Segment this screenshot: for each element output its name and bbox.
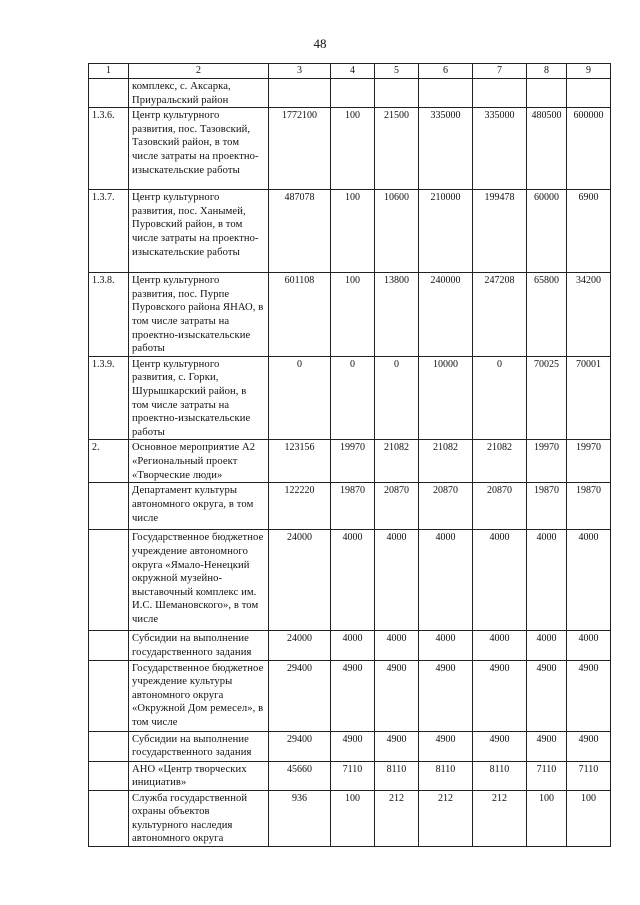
table-row — [89, 761, 611, 790]
value-cell: 247208 — [473, 273, 527, 357]
row-index: 1.3.8. — [89, 273, 129, 357]
value-cell: 4900 — [419, 660, 473, 731]
value-cell: 335000 — [473, 108, 527, 190]
value-cell: 65800 — [527, 273, 567, 357]
table-row — [89, 440, 611, 483]
value-cell: 34200 — [567, 273, 611, 357]
table-row — [89, 790, 611, 846]
column-header: 7 — [473, 64, 527, 79]
row-name: АНО «Центр творческих инициатив» — [129, 761, 269, 790]
value-cell: 4900 — [375, 660, 419, 731]
value-cell: 6900 — [567, 190, 611, 273]
table-row — [89, 273, 611, 357]
row-name: Государственное бюджетное учреждение автономного округа «Ямало-Ненецкий окружной музейно-выставочный комплекс им. И.С. Шемановского», в том числе — [129, 530, 269, 631]
row-name: Департамент культуры автономного округа, в том числе — [129, 483, 269, 530]
value-cell: 29400 — [269, 731, 331, 761]
value-cell: 19970 — [567, 440, 611, 483]
column-header: 1 — [89, 64, 129, 79]
row-name: Центр культурного развития, пос. Пурпе Пуровского района ЯНАО, в том числе затраты на проектно-изыскательские работы — [129, 273, 269, 357]
value-cell: 4000 — [473, 631, 527, 660]
value-cell: 212 — [375, 790, 419, 846]
value-cell: 13800 — [375, 273, 419, 357]
value-cell: 29400 — [269, 660, 331, 731]
value-cell: 20870 — [473, 483, 527, 530]
value-cell — [567, 79, 611, 108]
row-index — [89, 660, 129, 731]
row-index — [89, 631, 129, 660]
value-cell: 45660 — [269, 761, 331, 790]
value-cell: 123156 — [269, 440, 331, 483]
column-header: 3 — [269, 64, 331, 79]
row-index: 1.3.7. — [89, 190, 129, 273]
value-cell: 0 — [269, 356, 331, 440]
column-header: 2 — [129, 64, 269, 79]
value-cell: 4900 — [527, 660, 567, 731]
value-cell: 100 — [527, 790, 567, 846]
value-cell: 4000 — [375, 530, 419, 631]
value-cell: 4000 — [331, 631, 375, 660]
column-header: 6 — [419, 64, 473, 79]
value-cell: 601108 — [269, 273, 331, 357]
value-cell: 4900 — [331, 660, 375, 731]
value-cell: 210000 — [419, 190, 473, 273]
value-cell: 4000 — [375, 631, 419, 660]
value-cell: 19870 — [567, 483, 611, 530]
value-cell — [419, 79, 473, 108]
value-cell: 4900 — [419, 731, 473, 761]
value-cell: 4000 — [331, 530, 375, 631]
value-cell: 7110 — [331, 761, 375, 790]
value-cell: 8110 — [375, 761, 419, 790]
column-header: 8 — [527, 64, 567, 79]
value-cell: 0 — [331, 356, 375, 440]
column-header: 9 — [567, 64, 611, 79]
value-cell: 4900 — [473, 731, 527, 761]
table-row — [89, 190, 611, 273]
table-row — [89, 356, 611, 440]
value-cell: 4900 — [567, 731, 611, 761]
table-row — [89, 483, 611, 530]
column-header: 5 — [375, 64, 419, 79]
row-name: Субсидии на выполнение государственного задания — [129, 631, 269, 660]
value-cell: 4000 — [527, 530, 567, 631]
value-cell: 480500 — [527, 108, 567, 190]
value-cell: 8110 — [473, 761, 527, 790]
value-cell: 60000 — [527, 190, 567, 273]
value-cell: 19970 — [331, 440, 375, 483]
value-cell: 199478 — [473, 190, 527, 273]
value-cell: 4000 — [419, 631, 473, 660]
value-cell — [375, 79, 419, 108]
table-header-row — [89, 64, 611, 79]
table-row — [89, 79, 611, 108]
row-name: Субсидии на выполнение государственного задания — [129, 731, 269, 761]
table-body — [89, 64, 611, 847]
value-cell: 212 — [419, 790, 473, 846]
value-cell: 10600 — [375, 190, 419, 273]
value-cell: 21082 — [419, 440, 473, 483]
value-cell: 600000 — [567, 108, 611, 190]
value-cell: 8110 — [419, 761, 473, 790]
row-index — [89, 530, 129, 631]
value-cell: 4000 — [419, 530, 473, 631]
row-name: Центр культурного развития, с. Горки, Шурышкарский район, в том числе затраты на проектно-изыскательские работы — [129, 356, 269, 440]
value-cell: 7110 — [527, 761, 567, 790]
value-cell: 19870 — [527, 483, 567, 530]
table-row — [89, 530, 611, 631]
value-cell: 21082 — [375, 440, 419, 483]
value-cell: 10000 — [419, 356, 473, 440]
value-cell: 4900 — [527, 731, 567, 761]
table-row — [89, 108, 611, 190]
value-cell: 70001 — [567, 356, 611, 440]
value-cell: 487078 — [269, 190, 331, 273]
value-cell: 20870 — [375, 483, 419, 530]
value-cell: 936 — [269, 790, 331, 846]
table-row — [89, 731, 611, 761]
value-cell: 100 — [331, 790, 375, 846]
value-cell: 70025 — [527, 356, 567, 440]
row-name: комплекс, с. Аксарка, Приуральский район — [129, 79, 269, 108]
row-index: 1.3.6. — [89, 108, 129, 190]
row-index — [89, 79, 129, 108]
value-cell: 4000 — [567, 631, 611, 660]
page-number: 48 — [313, 36, 327, 51]
value-cell: 4900 — [331, 731, 375, 761]
budget-table — [88, 63, 611, 847]
value-cell: 240000 — [419, 273, 473, 357]
value-cell — [473, 79, 527, 108]
value-cell — [527, 79, 567, 108]
row-index — [89, 761, 129, 790]
row-name: Центр культурного развития, пос. Тазовский, Тазовский район, в том числе затраты на проектно-изыскательские работы — [129, 108, 269, 190]
value-cell: 4900 — [375, 731, 419, 761]
value-cell: 21082 — [473, 440, 527, 483]
value-cell: 122220 — [269, 483, 331, 530]
value-cell: 20870 — [419, 483, 473, 530]
row-index — [89, 790, 129, 846]
value-cell: 19870 — [331, 483, 375, 530]
row-index: 2. — [89, 440, 129, 483]
value-cell — [331, 79, 375, 108]
value-cell: 100 — [331, 273, 375, 357]
value-cell: 100 — [331, 108, 375, 190]
table-row — [89, 631, 611, 660]
value-cell: 1772100 — [269, 108, 331, 190]
value-cell: 0 — [473, 356, 527, 440]
value-cell: 4900 — [473, 660, 527, 731]
value-cell: 100 — [567, 790, 611, 846]
table-row — [89, 660, 611, 731]
row-name: Государственное бюджетное учреждение культуры автономного округа «Окружной Дом ремесел», в том числе — [129, 660, 269, 731]
value-cell: 7110 — [567, 761, 611, 790]
value-cell: 212 — [473, 790, 527, 846]
value-cell: 0 — [375, 356, 419, 440]
row-index: 1.3.9. — [89, 356, 129, 440]
row-name: Служба государственной охраны объектов культурного наследия автономного округа — [129, 790, 269, 846]
value-cell: 4900 — [567, 660, 611, 731]
value-cell: 4000 — [567, 530, 611, 631]
row-name: Основное мероприятие А2 «Региональный проект «Творческие люди» — [129, 440, 269, 483]
value-cell: 100 — [331, 190, 375, 273]
value-cell — [269, 79, 331, 108]
value-cell: 24000 — [269, 631, 331, 660]
value-cell: 21500 — [375, 108, 419, 190]
row-index — [89, 483, 129, 530]
value-cell: 24000 — [269, 530, 331, 631]
value-cell: 4000 — [473, 530, 527, 631]
value-cell: 335000 — [419, 108, 473, 190]
value-cell: 19970 — [527, 440, 567, 483]
value-cell: 4000 — [527, 631, 567, 660]
row-name: Центр культурного развития, пос. Ханымей, Пуровский район, в том числе затраты на проектно-изыскательские работы — [129, 190, 269, 273]
row-index — [89, 731, 129, 761]
column-header: 4 — [331, 64, 375, 79]
